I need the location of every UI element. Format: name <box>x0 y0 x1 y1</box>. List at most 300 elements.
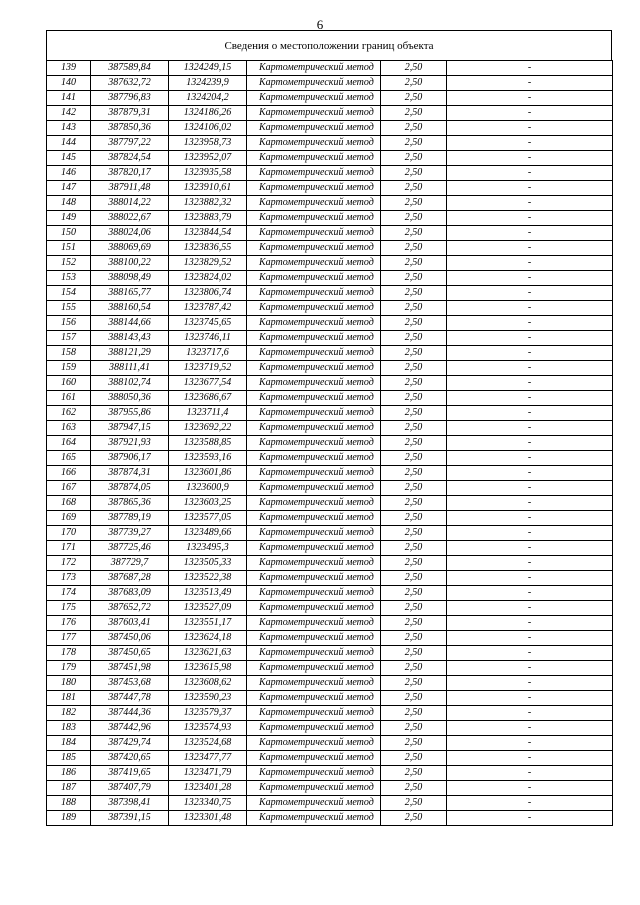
table-row <box>47 91 613 106</box>
table-row <box>47 256 613 271</box>
table-row <box>47 571 613 586</box>
note: - <box>447 481 613 496</box>
coord-x: 387451,98 <box>91 661 169 676</box>
table-row <box>47 796 613 811</box>
accuracy: 2,50 <box>381 466 447 481</box>
table-row <box>47 631 613 646</box>
coord-x: 387739,27 <box>91 526 169 541</box>
accuracy: 2,50 <box>381 616 447 631</box>
method: Картометрический метод <box>247 736 381 751</box>
table-row <box>47 241 613 256</box>
point-number: 157 <box>47 331 91 346</box>
method: Картометрический метод <box>247 466 381 481</box>
note: - <box>447 226 613 241</box>
coord-x: 387947,15 <box>91 421 169 436</box>
method: Картометрический метод <box>247 586 381 601</box>
note: - <box>447 616 613 631</box>
accuracy: 2,50 <box>381 361 447 376</box>
point-number: 151 <box>47 241 91 256</box>
method: Картометрический метод <box>247 646 381 661</box>
note: - <box>447 241 613 256</box>
coord-y: 1324249,15 <box>169 61 247 76</box>
coord-x: 387450,06 <box>91 631 169 646</box>
accuracy: 2,50 <box>381 691 447 706</box>
table-row <box>47 436 613 451</box>
table-row <box>47 766 613 781</box>
note: - <box>447 301 613 316</box>
coord-y: 1323952,07 <box>169 151 247 166</box>
point-number: 185 <box>47 751 91 766</box>
table-row <box>47 406 613 421</box>
note: - <box>447 451 613 466</box>
table-row <box>47 646 613 661</box>
note: - <box>447 571 613 586</box>
accuracy: 2,50 <box>381 331 447 346</box>
coord-x: 387797,22 <box>91 136 169 151</box>
coord-y: 1323621,63 <box>169 646 247 661</box>
coord-y: 1323745,65 <box>169 316 247 331</box>
note: - <box>447 91 613 106</box>
note: - <box>447 286 613 301</box>
table-row <box>47 466 613 481</box>
table-row <box>47 541 613 556</box>
boundary-table-sheet <box>46 30 612 826</box>
coord-x: 387407,79 <box>91 781 169 796</box>
note: - <box>447 271 613 286</box>
note: - <box>447 511 613 526</box>
note: - <box>447 811 613 826</box>
method: Картометрический метод <box>247 616 381 631</box>
table-row <box>47 721 613 736</box>
table-row <box>47 196 613 211</box>
method: Картометрический метод <box>247 781 381 796</box>
accuracy: 2,50 <box>381 166 447 181</box>
coord-y: 1323692,22 <box>169 421 247 436</box>
table-row <box>47 331 613 346</box>
coord-x: 387911,48 <box>91 181 169 196</box>
accuracy: 2,50 <box>381 286 447 301</box>
coord-y: 1323590,23 <box>169 691 247 706</box>
point-number: 165 <box>47 451 91 466</box>
table-row <box>47 511 613 526</box>
note: - <box>447 61 613 76</box>
accuracy: 2,50 <box>381 721 447 736</box>
coord-y: 1323806,74 <box>169 286 247 301</box>
method: Картометрический метод <box>247 691 381 706</box>
note: - <box>447 196 613 211</box>
coord-x: 387429,74 <box>91 736 169 751</box>
coord-y: 1323579,37 <box>169 706 247 721</box>
method: Картометрический метод <box>247 436 381 451</box>
point-number: 164 <box>47 436 91 451</box>
method: Картометрический метод <box>247 496 381 511</box>
coord-x: 387450,65 <box>91 646 169 661</box>
table-row <box>47 706 613 721</box>
coord-y: 1323574,93 <box>169 721 247 736</box>
coord-y: 1323600,9 <box>169 481 247 496</box>
accuracy: 2,50 <box>381 256 447 271</box>
table-row <box>47 301 613 316</box>
accuracy: 2,50 <box>381 736 447 751</box>
point-number: 145 <box>47 151 91 166</box>
point-number: 184 <box>47 736 91 751</box>
boundary-points-table <box>46 60 613 826</box>
coord-x: 387874,31 <box>91 466 169 481</box>
coord-x: 387398,41 <box>91 796 169 811</box>
accuracy: 2,50 <box>381 106 447 121</box>
coord-y: 1324106,02 <box>169 121 247 136</box>
coord-x: 387789,19 <box>91 511 169 526</box>
coord-y: 1323513,49 <box>169 586 247 601</box>
method: Картометрический метод <box>247 331 381 346</box>
accuracy: 2,50 <box>381 781 447 796</box>
note: - <box>447 676 613 691</box>
point-number: 186 <box>47 766 91 781</box>
coord-y: 1323522,38 <box>169 571 247 586</box>
method: Картометрический метод <box>247 301 381 316</box>
table-row <box>47 691 613 706</box>
coord-y: 1323787,42 <box>169 301 247 316</box>
method: Картометрический метод <box>247 706 381 721</box>
table-row <box>47 316 613 331</box>
accuracy: 2,50 <box>381 316 447 331</box>
accuracy: 2,50 <box>381 271 447 286</box>
table-row <box>47 61 613 76</box>
coord-x: 388111,41 <box>91 361 169 376</box>
method: Картометрический метод <box>247 571 381 586</box>
table-caption: Сведения о местоположении границ объекта <box>46 30 612 61</box>
table-row <box>47 226 613 241</box>
coord-y: 1324239,9 <box>169 76 247 91</box>
coord-x: 387874,05 <box>91 481 169 496</box>
method: Картометрический метод <box>247 601 381 616</box>
method: Картометрический метод <box>247 61 381 76</box>
coord-y: 1323601,86 <box>169 466 247 481</box>
point-number: 160 <box>47 376 91 391</box>
method: Картометрический метод <box>247 196 381 211</box>
accuracy: 2,50 <box>381 211 447 226</box>
note: - <box>447 781 613 796</box>
coord-y: 1323935,58 <box>169 166 247 181</box>
note: - <box>447 691 613 706</box>
coord-y: 1323829,52 <box>169 256 247 271</box>
method: Картометрический метод <box>247 421 381 436</box>
coord-y: 1323471,79 <box>169 766 247 781</box>
coord-x: 388098,49 <box>91 271 169 286</box>
note: - <box>447 796 613 811</box>
coord-x: 387419,65 <box>91 766 169 781</box>
accuracy: 2,50 <box>381 196 447 211</box>
coord-x: 388165,77 <box>91 286 169 301</box>
coord-x: 387865,36 <box>91 496 169 511</box>
method: Картометрический метод <box>247 361 381 376</box>
table-row <box>47 211 613 226</box>
note: - <box>447 766 613 781</box>
point-number: 153 <box>47 271 91 286</box>
coord-x: 387442,96 <box>91 721 169 736</box>
coord-y: 1323577,05 <box>169 511 247 526</box>
point-number: 158 <box>47 346 91 361</box>
note: - <box>447 466 613 481</box>
point-number: 179 <box>47 661 91 676</box>
accuracy: 2,50 <box>381 406 447 421</box>
accuracy: 2,50 <box>381 226 447 241</box>
coord-x: 388121,29 <box>91 346 169 361</box>
coord-x: 387447,78 <box>91 691 169 706</box>
point-number: 152 <box>47 256 91 271</box>
accuracy: 2,50 <box>381 526 447 541</box>
point-number: 139 <box>47 61 91 76</box>
note: - <box>447 601 613 616</box>
coord-y: 1323593,16 <box>169 451 247 466</box>
note: - <box>447 106 613 121</box>
method: Картометрический метод <box>247 796 381 811</box>
method: Картометрический метод <box>247 286 381 301</box>
table-row <box>47 376 613 391</box>
point-number: 166 <box>47 466 91 481</box>
table-row <box>47 676 613 691</box>
table-row <box>47 361 613 376</box>
point-number: 181 <box>47 691 91 706</box>
accuracy: 2,50 <box>381 436 447 451</box>
coord-x: 387955,86 <box>91 406 169 421</box>
note: - <box>447 361 613 376</box>
coord-y: 1323686,67 <box>169 391 247 406</box>
coord-x: 388050,36 <box>91 391 169 406</box>
accuracy: 2,50 <box>381 601 447 616</box>
coord-y: 1323910,61 <box>169 181 247 196</box>
accuracy: 2,50 <box>381 241 447 256</box>
coord-y: 1323608,62 <box>169 676 247 691</box>
table-row <box>47 526 613 541</box>
accuracy: 2,50 <box>381 151 447 166</box>
table-row <box>47 391 613 406</box>
point-number: 148 <box>47 196 91 211</box>
coord-x: 387879,31 <box>91 106 169 121</box>
table-row <box>47 661 613 676</box>
method: Картометрический метод <box>247 631 381 646</box>
method: Картометрический метод <box>247 811 381 826</box>
method: Картометрический метод <box>247 376 381 391</box>
table-row <box>47 736 613 751</box>
point-number: 147 <box>47 181 91 196</box>
coord-x: 388069,69 <box>91 241 169 256</box>
coord-x: 387444,36 <box>91 706 169 721</box>
accuracy: 2,50 <box>381 496 447 511</box>
note: - <box>447 751 613 766</box>
accuracy: 2,50 <box>381 631 447 646</box>
coord-x: 387391,15 <box>91 811 169 826</box>
coord-x: 388022,67 <box>91 211 169 226</box>
accuracy: 2,50 <box>381 571 447 586</box>
accuracy: 2,50 <box>381 541 447 556</box>
table-row <box>47 451 613 466</box>
table-row <box>47 421 613 436</box>
note: - <box>447 121 613 136</box>
accuracy: 2,50 <box>381 451 447 466</box>
point-number: 174 <box>47 586 91 601</box>
table-row <box>47 286 613 301</box>
page-number: 6 <box>316 17 324 32</box>
point-number: 163 <box>47 421 91 436</box>
point-number: 155 <box>47 301 91 316</box>
point-number: 189 <box>47 811 91 826</box>
method: Картометрический метод <box>247 676 381 691</box>
coord-x: 387632,72 <box>91 76 169 91</box>
method: Картометрический метод <box>247 151 381 166</box>
method: Картометрический метод <box>247 346 381 361</box>
table-row <box>47 151 613 166</box>
coord-y: 1324186,26 <box>169 106 247 121</box>
method: Картометрический метод <box>247 526 381 541</box>
coord-y: 1323477,77 <box>169 751 247 766</box>
note: - <box>447 376 613 391</box>
coord-x: 387687,28 <box>91 571 169 586</box>
point-number: 161 <box>47 391 91 406</box>
method: Картометрический метод <box>247 166 381 181</box>
table-row <box>47 751 613 766</box>
accuracy: 2,50 <box>381 301 447 316</box>
point-number: 143 <box>47 121 91 136</box>
table-row <box>47 106 613 121</box>
coord-y: 1323746,11 <box>169 331 247 346</box>
accuracy: 2,50 <box>381 676 447 691</box>
point-number: 177 <box>47 631 91 646</box>
coord-y: 1324204,2 <box>169 91 247 106</box>
table-row <box>47 346 613 361</box>
point-number: 168 <box>47 496 91 511</box>
accuracy: 2,50 <box>381 421 447 436</box>
note: - <box>447 406 613 421</box>
accuracy: 2,50 <box>381 796 447 811</box>
note: - <box>447 181 613 196</box>
accuracy: 2,50 <box>381 766 447 781</box>
point-number: 169 <box>47 511 91 526</box>
coord-y: 1323603,25 <box>169 496 247 511</box>
note: - <box>447 76 613 91</box>
point-number: 156 <box>47 316 91 331</box>
point-number: 187 <box>47 781 91 796</box>
note: - <box>447 661 613 676</box>
method: Картометрический метод <box>247 91 381 106</box>
coord-x: 387589,84 <box>91 61 169 76</box>
method: Картометрический метод <box>247 181 381 196</box>
note: - <box>447 211 613 226</box>
accuracy: 2,50 <box>381 346 447 361</box>
point-number: 172 <box>47 556 91 571</box>
accuracy: 2,50 <box>381 121 447 136</box>
coord-y: 1323489,66 <box>169 526 247 541</box>
coord-x: 388144,66 <box>91 316 169 331</box>
method: Картометрический метод <box>247 121 381 136</box>
coord-y: 1323717,6 <box>169 346 247 361</box>
coord-x: 387906,17 <box>91 451 169 466</box>
coord-y: 1323340,75 <box>169 796 247 811</box>
coord-y: 1323624,18 <box>169 631 247 646</box>
method: Картометрический метод <box>247 751 381 766</box>
coord-x: 387725,46 <box>91 541 169 556</box>
accuracy: 2,50 <box>381 181 447 196</box>
point-number: 171 <box>47 541 91 556</box>
method: Картометрический метод <box>247 256 381 271</box>
coord-x: 387652,72 <box>91 601 169 616</box>
note: - <box>447 721 613 736</box>
coord-y: 1323711,4 <box>169 406 247 421</box>
note: - <box>447 646 613 661</box>
coord-x: 387824,54 <box>91 151 169 166</box>
coord-x: 387820,17 <box>91 166 169 181</box>
method: Картометрический метод <box>247 226 381 241</box>
accuracy: 2,50 <box>381 391 447 406</box>
method: Картометрический метод <box>247 406 381 421</box>
coord-y: 1323844,54 <box>169 226 247 241</box>
table-row <box>47 181 613 196</box>
coord-y: 1323719,52 <box>169 361 247 376</box>
coord-y: 1323551,17 <box>169 616 247 631</box>
method: Картометрический метод <box>247 76 381 91</box>
table-row <box>47 481 613 496</box>
method: Картометрический метод <box>247 316 381 331</box>
method: Картометрический метод <box>247 541 381 556</box>
point-number: 176 <box>47 616 91 631</box>
accuracy: 2,50 <box>381 136 447 151</box>
method: Картометрический метод <box>247 211 381 226</box>
coord-y: 1323836,55 <box>169 241 247 256</box>
method: Картометрический метод <box>247 661 381 676</box>
note: - <box>447 496 613 511</box>
note: - <box>447 151 613 166</box>
coord-x: 387453,68 <box>91 676 169 691</box>
method: Картометрический метод <box>247 271 381 286</box>
accuracy: 2,50 <box>381 481 447 496</box>
table-row <box>47 121 613 136</box>
note: - <box>447 631 613 646</box>
coord-x: 387850,36 <box>91 121 169 136</box>
coord-y: 1323677,54 <box>169 376 247 391</box>
point-number: 149 <box>47 211 91 226</box>
table-row <box>47 601 613 616</box>
coord-y: 1323524,68 <box>169 736 247 751</box>
accuracy: 2,50 <box>381 706 447 721</box>
point-number: 141 <box>47 91 91 106</box>
point-number: 167 <box>47 481 91 496</box>
note: - <box>447 166 613 181</box>
coord-x: 388014,22 <box>91 196 169 211</box>
note: - <box>447 136 613 151</box>
point-number: 183 <box>47 721 91 736</box>
point-number: 180 <box>47 676 91 691</box>
coord-y: 1323495,3 <box>169 541 247 556</box>
coord-y: 1323615,98 <box>169 661 247 676</box>
note: - <box>447 331 613 346</box>
method: Картометрический метод <box>247 136 381 151</box>
method: Картометрический метод <box>247 451 381 466</box>
coord-x: 388143,43 <box>91 331 169 346</box>
accuracy: 2,50 <box>381 376 447 391</box>
note: - <box>447 316 613 331</box>
point-number: 178 <box>47 646 91 661</box>
table-body <box>47 61 613 826</box>
accuracy: 2,50 <box>381 76 447 91</box>
accuracy: 2,50 <box>381 556 447 571</box>
method: Картометрический метод <box>247 241 381 256</box>
accuracy: 2,50 <box>381 511 447 526</box>
table-row <box>47 616 613 631</box>
coord-y: 1323301,48 <box>169 811 247 826</box>
method: Картометрический метод <box>247 481 381 496</box>
note: - <box>447 556 613 571</box>
point-number: 142 <box>47 106 91 121</box>
